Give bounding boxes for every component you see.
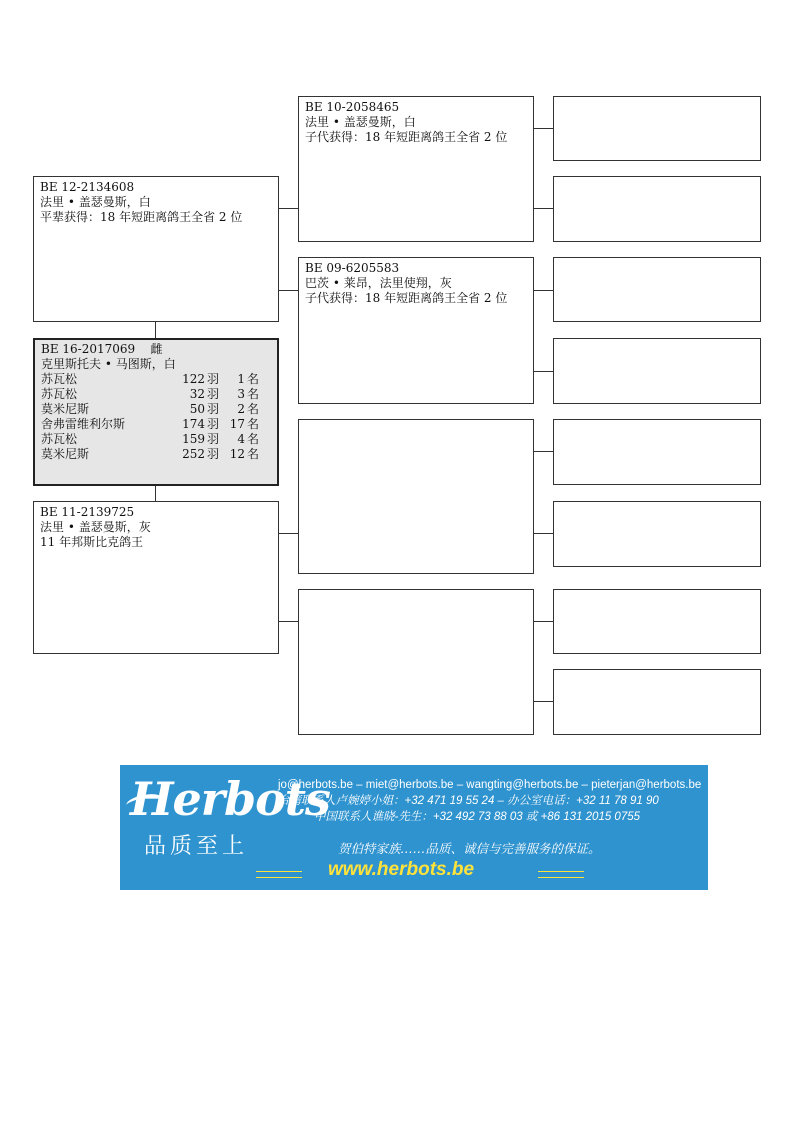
ancestor-box: [553, 96, 761, 161]
result-rank: 1: [237, 372, 246, 386]
ancestor-box: [553, 669, 761, 735]
ancestor-box: [553, 501, 761, 567]
connector-line: [278, 621, 298, 622]
result-count: 252: [182, 447, 205, 461]
sire-sire-ring-number: BE 10-2058465: [305, 100, 400, 114]
sire-sire-name-color: 法里 • 盖瑟曼斯，白: [305, 115, 416, 129]
result-unit: 羽: [207, 387, 220, 401]
result-rank-unit: 名: [247, 387, 260, 401]
result-unit: 羽: [207, 432, 220, 446]
connector-line: [533, 533, 553, 534]
sire-dam-note: 子代获得：18 年短距离鸽王全省 2 位: [305, 291, 508, 305]
connector-line: [533, 371, 553, 372]
divider-left: [256, 871, 302, 878]
result-rank-unit: 名: [247, 432, 260, 446]
result-count: 50: [189, 402, 205, 416]
banner-slogan: 品质至上: [144, 834, 249, 859]
dam-dam-box: [298, 589, 534, 735]
ancestor-box: [553, 419, 761, 485]
subject-box: [33, 338, 279, 486]
subject-ring-number: BE 16-2017069: [41, 342, 136, 356]
herbots-banner: [120, 765, 708, 890]
ancestor-box: [553, 338, 761, 404]
sire-dam-box: [298, 257, 534, 404]
sire-note: 平辈获得：18 年短距离鸽王全省 2 位: [40, 210, 243, 224]
dam-name-color: 法里 • 盖瑟曼斯，灰: [40, 520, 151, 534]
dam-box: [33, 501, 279, 654]
sire-ring-number: BE 12-2134608: [40, 180, 135, 194]
sire-sire-note: 子代获得：18 年短距离鸽王全省 2 位: [305, 130, 508, 144]
result-row: [41, 372, 259, 387]
result-count: 32: [189, 387, 205, 401]
result-location: 苏瓦松: [41, 432, 78, 446]
banner-emails[interactable]: jo@herbots.be – miet@herbots.be – wangting@herbots.be – pieterjan@herbots.be: [278, 779, 702, 791]
result-unit: 羽: [207, 402, 220, 416]
result-rank-unit: 名: [247, 447, 260, 461]
result-row: [41, 402, 259, 417]
connector-line: [155, 321, 156, 338]
result-location: 苏瓦松: [41, 372, 78, 386]
subject-ring-line: [41, 342, 271, 357]
connector-line: [155, 485, 156, 501]
result-rank-unit: 名: [247, 402, 260, 416]
connector-line: [533, 451, 553, 452]
website-link[interactable]: www.herbots.be: [328, 859, 475, 880]
dam-ring-number: BE 11-2139725: [40, 505, 135, 519]
connector-line: [278, 290, 298, 291]
result-row: [41, 447, 259, 462]
result-rank-unit: 名: [247, 372, 260, 386]
connector-line: [533, 208, 553, 209]
banner-tagline: 贺伯特家族……品质、诚信与完善服务的保证。: [338, 841, 601, 856]
result-location: 舍弗雷维利尔斯: [41, 417, 126, 431]
result-rank: 4: [237, 432, 246, 446]
result-location: 苏瓦松: [41, 387, 78, 401]
result-unit: 羽: [207, 417, 220, 431]
result-row: [41, 432, 259, 447]
ancestor-box: [553, 589, 761, 654]
result-count: 174: [182, 417, 205, 431]
divider-right: [538, 871, 584, 878]
result-count: 159: [182, 432, 205, 446]
herbots-logo: Herbots: [130, 772, 330, 826]
banner-contacts: [278, 777, 706, 825]
connector-line: [278, 533, 298, 534]
banner-taiwan-contact: 台湾联系人卢婉婷小姐：+32 471 19 55 24 – 办公室电话：+32 11 78 91 90: [278, 795, 659, 807]
connector-line: [533, 701, 553, 702]
result-unit: 羽: [207, 447, 220, 461]
sire-dam-name-color: 巴茨 • 莱昂，法里使翔，灰: [305, 276, 452, 290]
sire-box: [33, 176, 279, 322]
sire-sire-box: [298, 96, 534, 242]
subject-sex: 雌: [150, 342, 163, 356]
result-count: 122: [182, 372, 205, 386]
ancestor-box: [553, 257, 761, 322]
result-location: 莫米尼斯: [41, 447, 90, 461]
result-rank: 3: [237, 387, 246, 401]
banner-china-contact: 中国联系人谯晓-先生：+32 492 73 88 03 或 +86 131 2015 0755: [314, 811, 641, 823]
result-location: 莫米尼斯: [41, 402, 90, 416]
sire-name-color: 法里 • 盖瑟曼斯，白: [40, 195, 151, 209]
result-rank: 12: [229, 447, 246, 461]
result-rank: 2: [237, 402, 246, 416]
result-row: [41, 387, 259, 402]
connector-line: [533, 290, 553, 291]
results-table: [41, 372, 259, 462]
result-rank: 17: [229, 417, 246, 431]
result-unit: 羽: [207, 372, 220, 386]
dam-sire-box: [298, 419, 534, 574]
connector-line: [533, 128, 553, 129]
result-rank-unit: 名: [247, 417, 260, 431]
result-row: [41, 417, 259, 432]
connector-line: [533, 621, 553, 622]
ancestor-box: [553, 176, 761, 242]
connector-line: [278, 208, 298, 209]
subject-name-color: 克里斯托夫 • 马图斯，白: [41, 357, 176, 371]
sire-dam-ring-number: BE 09-6205583: [305, 261, 400, 275]
dam-note: 11 年邦斯比克鸽王: [40, 535, 144, 549]
